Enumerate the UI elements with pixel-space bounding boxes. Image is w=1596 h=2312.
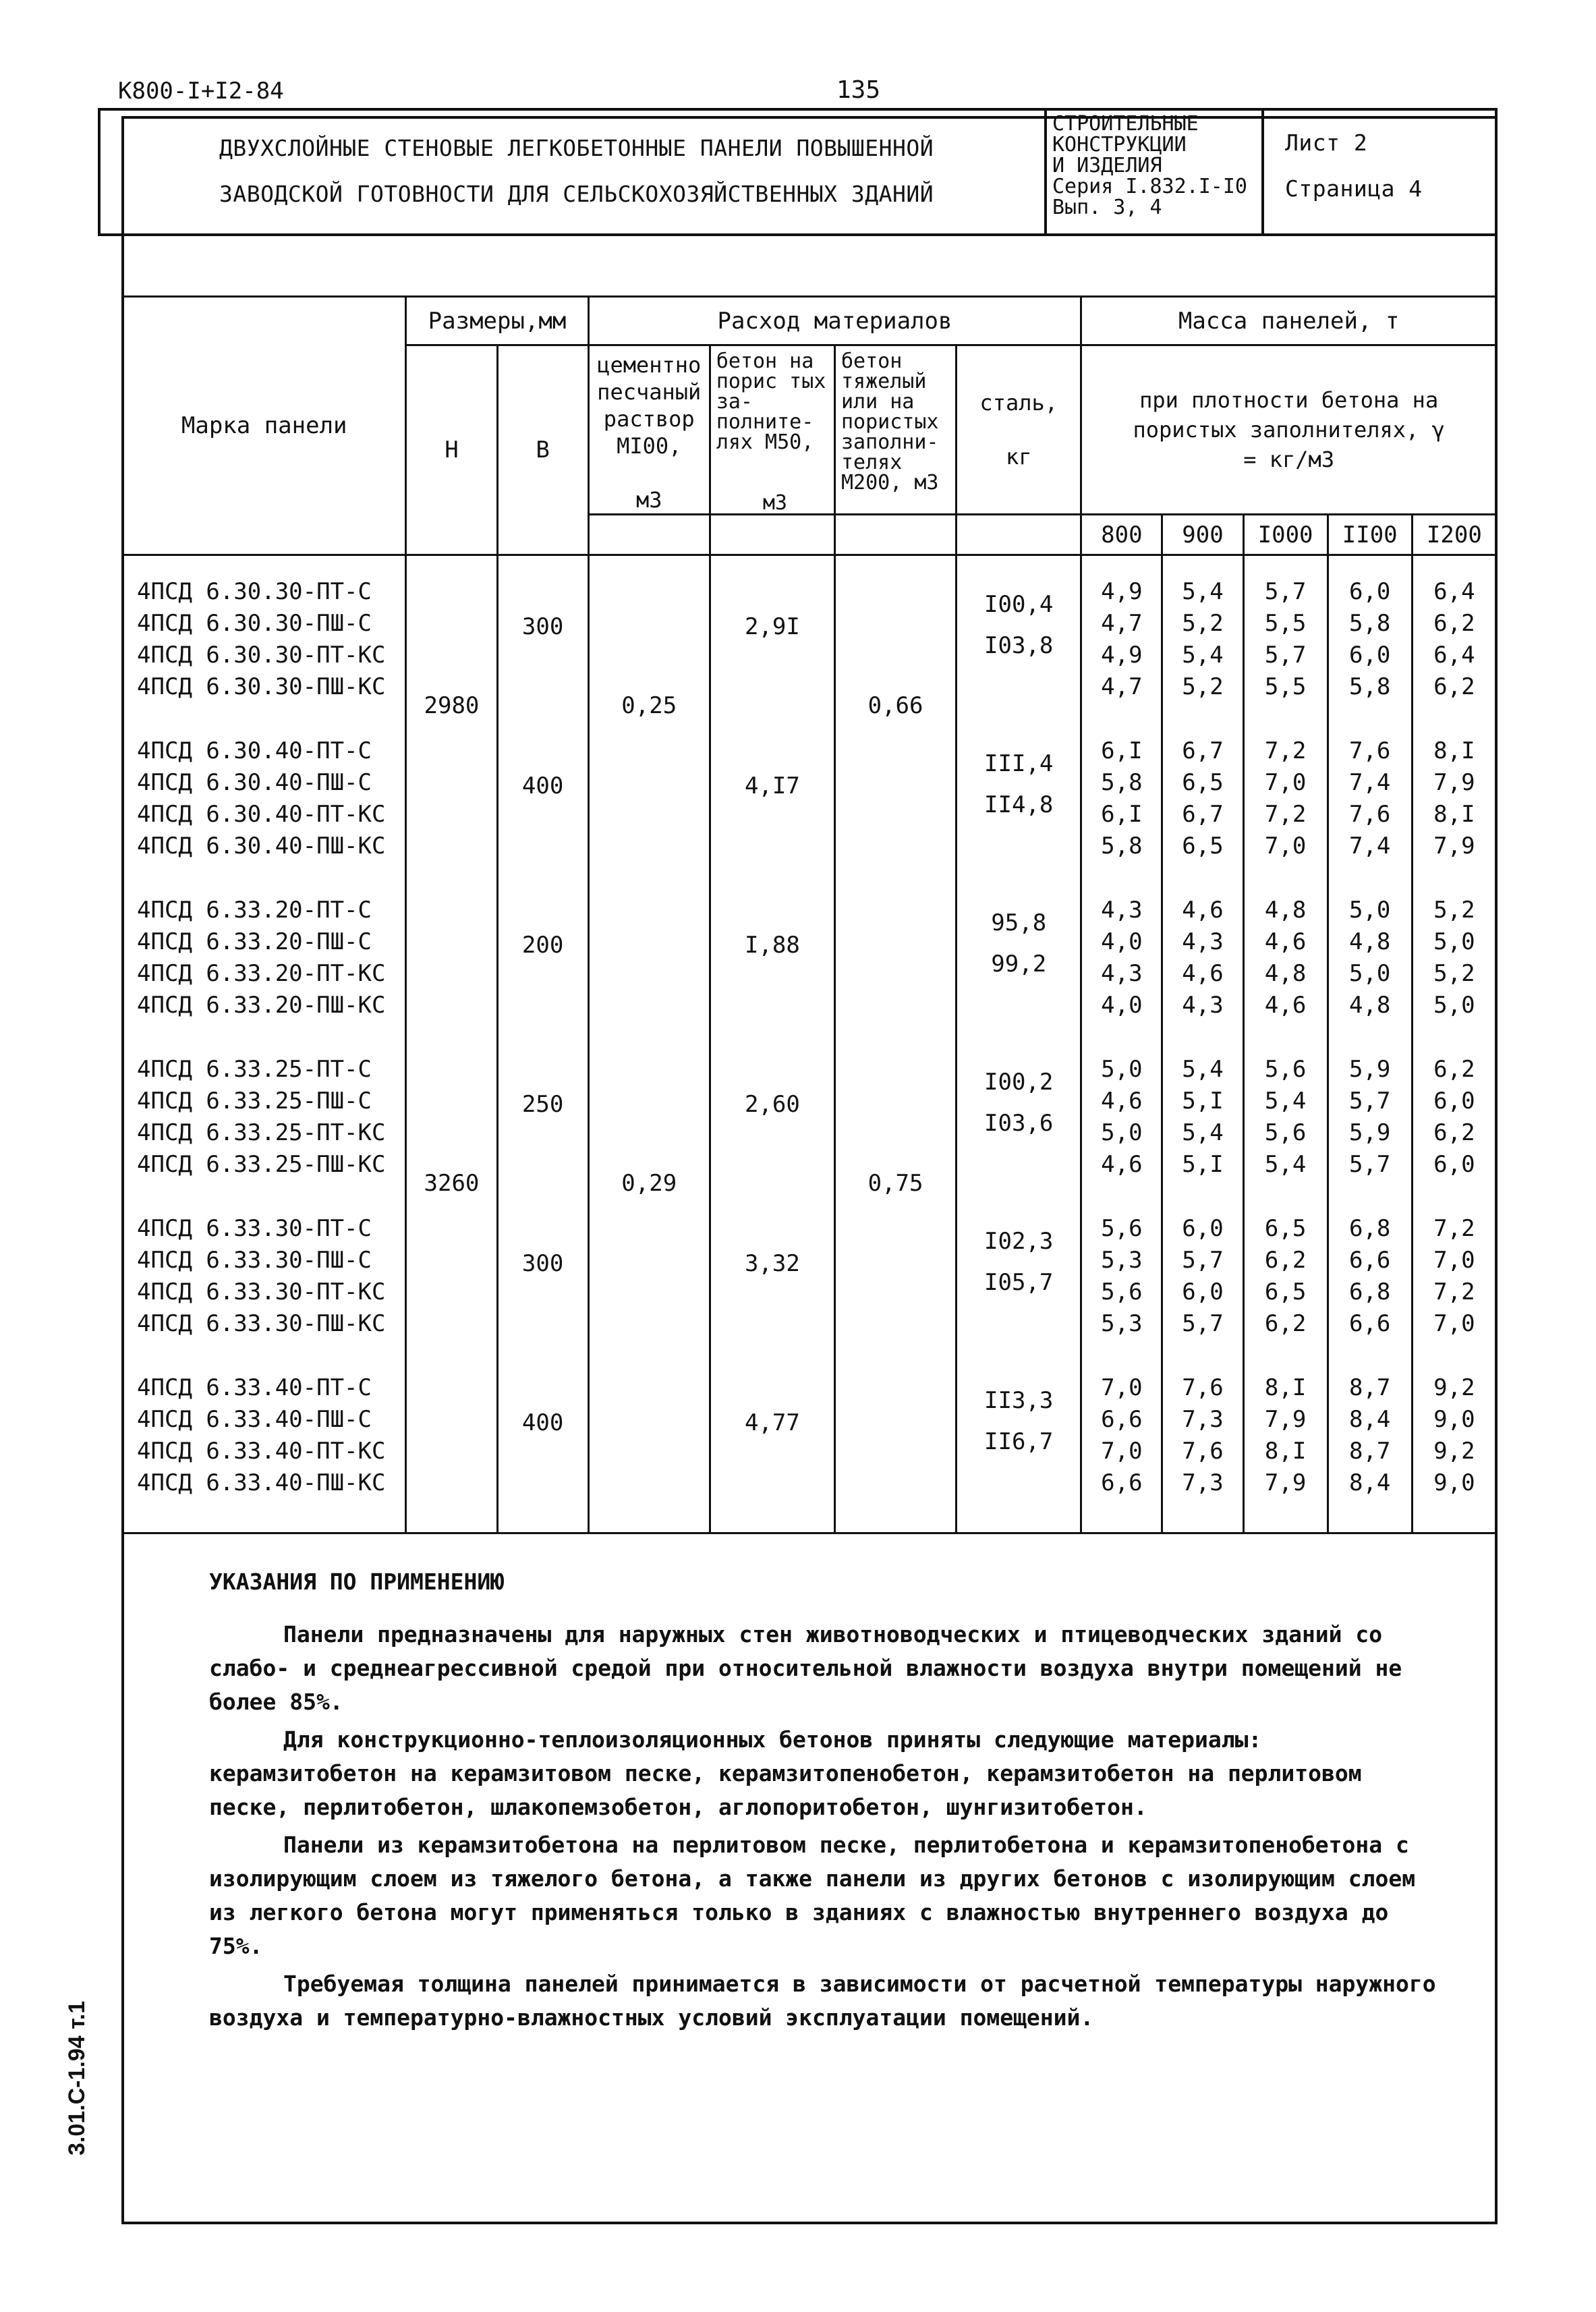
row-gap (1163, 862, 1242, 895)
porous-value: 3,32 (744, 1249, 800, 1277)
col-h-header: Н (406, 345, 497, 555)
table-body (123, 555, 1497, 1533)
mass-value: 5,0 (1101, 1056, 1143, 1083)
b-value: 300 (521, 613, 564, 640)
panel-mark: 4ПСД 6.33.40-ПШ-КС (137, 1469, 386, 1496)
notes-paragraph-2: Для конструкционно-теплоизоляционных бетонов приняты следующие материалы: керамзитобетон на керамзитовом песке, керамзитопенобетон, керамзитобетон на перлитовом песке, перлитобетон, шлакопемзобетон, аглопоритобетон, шунгизитобетон. (209, 1726, 1362, 1820)
mass-value: 8,I (1264, 1438, 1307, 1465)
mass-value: 7,9 (1433, 833, 1475, 859)
mass-value: 8,7 (1348, 1374, 1391, 1401)
h-values (406, 555, 497, 1533)
mass-value: 5,3 (1101, 1247, 1143, 1274)
porous-value: I,88 (744, 931, 800, 959)
mass-value: 6,2 (1433, 1056, 1475, 1083)
panel-mark: 4ПСД 6.30.30-ПШ-С (137, 610, 372, 637)
stamp-line-1: СТРОИТЕЛЬНЫЕ (1052, 112, 1199, 136)
mass-value: 4,9 (1101, 578, 1143, 605)
row-gap (1082, 1181, 1161, 1213)
mass-value: 8,4 (1348, 1406, 1391, 1433)
mass-value: 5,0 (1101, 1119, 1143, 1146)
cement-value: 0,25 (621, 692, 677, 719)
density-800: 800 (1081, 515, 1162, 555)
mass-value: 7,6 (1348, 737, 1391, 764)
mass-value: 4,0 (1101, 992, 1143, 1019)
mass-value: 5,9 (1348, 1119, 1391, 1146)
notes-paragraph-3: Панели из керамзитобетона на перлитовом песке, перлитобетона и керамзитопенобетона с изолирующим слоем из тяжелого бетона, а также панели из других бетонов с изолирующим слоем из легкого бетона могут применяться только в зданиях с влажностью внутреннего воздуха до 75%. (209, 1832, 1416, 1959)
mass-value: 7,9 (1264, 1406, 1307, 1433)
panel-mark: 4ПСД 6.33.40-ПШ-С (137, 1406, 372, 1433)
mass-1000 (1243, 555, 1328, 1533)
porous-values (710, 555, 834, 1533)
mass-value: 5,6 (1264, 1056, 1307, 1083)
cement-value: 0,29 (621, 1169, 677, 1197)
row-gap (1082, 703, 1161, 735)
density-1100: II00 (1328, 515, 1412, 555)
h-value: 3260 (424, 1169, 480, 1197)
row-gap (1082, 1340, 1161, 1372)
mass-value: 7,3 (1182, 1406, 1224, 1433)
col-materials-header: Расход материалов (588, 297, 1081, 345)
panel-mark: 4ПСД 6.33.25-ПТ-С (137, 1056, 372, 1083)
mass-value: 5,7 (1182, 1247, 1224, 1274)
mass-value: 4,3 (1101, 960, 1143, 987)
mass-value: 5,8 (1348, 673, 1391, 700)
stamp-issue: Вып. 3, 4 (1052, 196, 1162, 219)
mass-value: 5,8 (1101, 769, 1143, 796)
mass-value: 5,7 (1182, 1310, 1224, 1337)
steel-value: I03,8 (984, 631, 1054, 659)
col-sizes-header: Размеры,мм (406, 297, 588, 345)
mass-value: 4,3 (1182, 928, 1224, 955)
steel-value: I03,6 (984, 1109, 1054, 1137)
row-gap (1329, 862, 1411, 895)
mass-value: 5,8 (1348, 610, 1391, 637)
mass-value: 7,6 (1182, 1374, 1224, 1401)
panel-mark: 4ПСД 6.33.30-ПШ-КС (137, 1310, 386, 1337)
mass-value: 5,6 (1264, 1119, 1307, 1146)
notes-paragraph-1: Панели предназначены для наружных стен животноводческих и птицеводческих зданий со слабо- и среднеагрессивной средой при относительной влажности воздуха внутри помещений не более 85%. (209, 1621, 1402, 1715)
mass-value: 7,0 (1264, 833, 1307, 859)
heavy-unit: м3 (914, 471, 939, 495)
col-cement-header: цементно песчаный раствор МI00, м3 (588, 345, 710, 515)
mass-value: 5,0 (1348, 897, 1391, 924)
row-gap (1413, 1021, 1495, 1054)
panel-mark: 4ПСД 6.33.25-ПТ-КС (137, 1119, 386, 1146)
heavy-value: 0,66 (867, 692, 923, 719)
panel-mark: 4ПСД 6.33.40-ПТ-КС (137, 1438, 386, 1465)
row-gap (1245, 703, 1327, 735)
col-mass-header: Масса панелей, т (1081, 297, 1497, 345)
row-gap (1413, 703, 1495, 735)
mass-value: 6,5 (1182, 769, 1224, 796)
panel-mark: 4ПСД 6.33.30-ПШ-С (137, 1247, 372, 1274)
mass-value: 4,8 (1264, 960, 1307, 987)
mass-value: 6,0 (1348, 578, 1391, 605)
porous-value: 2,60 (744, 1090, 800, 1118)
mass-value: 5,7 (1348, 1088, 1391, 1115)
mass-value: 9,0 (1433, 1469, 1475, 1496)
panel-mark: 4ПСД 6.30.30-ПТ-С (137, 578, 372, 605)
row-gap (1329, 1021, 1411, 1054)
mass-value: 5,3 (1101, 1310, 1143, 1337)
mass-value: 5,5 (1264, 673, 1307, 700)
mass-value: 7,2 (1433, 1278, 1475, 1305)
mass-value: 5,4 (1182, 578, 1224, 605)
mass-value: 8,I (1264, 1374, 1307, 1401)
panel-mark: 4ПСД 6.30.40-ПТ-КС (137, 801, 386, 828)
mass-value: 6,2 (1433, 1119, 1475, 1146)
mass-value: 9,2 (1433, 1438, 1475, 1465)
mass-value: 6,6 (1101, 1469, 1143, 1496)
mass-value: 7,9 (1433, 769, 1475, 796)
mass-value: 7,2 (1433, 1215, 1475, 1242)
title-divider-2 (1261, 108, 1264, 236)
mass-value: 8,I (1433, 801, 1475, 828)
mass-value: 5,0 (1433, 992, 1475, 1019)
row-gap (137, 1021, 405, 1054)
title-divider-1 (1044, 108, 1047, 236)
row-gap (1163, 1021, 1242, 1054)
mass-value: 4,3 (1101, 897, 1143, 924)
title-line-1: ДВУХСЛОЙНЫЕ СТЕНОВЫЕ ЛЕГКОБЕТОННЫЕ ПАНЕЛИ ПОВЫШЕННОЙ (219, 135, 934, 161)
mass-value: 6,8 (1348, 1215, 1391, 1242)
mass-value: 7,4 (1348, 769, 1391, 796)
porous-unit: м3 (762, 491, 787, 515)
mass-value: 5,2 (1182, 610, 1224, 637)
steel-value: I00,2 (984, 1068, 1054, 1096)
porous-value: 4,I7 (744, 772, 800, 799)
mass-value: 4,3 (1182, 992, 1224, 1019)
steel-value: II4,8 (984, 791, 1054, 818)
mass-value: 6,I (1101, 801, 1143, 828)
row-gap (1082, 862, 1161, 895)
mass-value: 7,6 (1182, 1438, 1224, 1465)
steel-value: II6,7 (984, 1428, 1054, 1455)
mass-value: 5,6 (1101, 1215, 1143, 1242)
porous-value: 4,77 (744, 1409, 800, 1436)
mass-value: 7,3 (1182, 1469, 1224, 1496)
heavy-value: 0,75 (867, 1169, 923, 1197)
notes-heading: УКАЗАНИЯ ПО ПРИМЕНЕНИЮ (209, 1569, 505, 1595)
mass-value: 6,4 (1433, 578, 1475, 605)
mass-value: 6,6 (1348, 1310, 1391, 1337)
mass-value: 4,9 (1101, 642, 1143, 669)
cement-values (588, 555, 710, 1533)
mass-value: 6,8 (1348, 1278, 1391, 1305)
mass-value: 9,2 (1433, 1374, 1475, 1401)
h-value: 2980 (424, 692, 480, 719)
heavy-values (834, 555, 956, 1533)
mass-value: 5,0 (1433, 928, 1475, 955)
row-gap (1329, 1181, 1411, 1213)
mass-value: 6,I (1101, 737, 1143, 764)
title-line-2: ЗАВОДСКОЙ ГОТОВНОСТИ ДЛЯ СЕЛЬСКОХОЗЯЙСТВЕННЫХ ЗДАНИЙ (219, 181, 934, 207)
mass-value: 6,6 (1348, 1247, 1391, 1274)
row-gap (1245, 1021, 1327, 1054)
mass-800 (1081, 555, 1162, 1533)
mass-value: 5,0 (1348, 960, 1391, 987)
steel-value: 95,8 (991, 909, 1047, 936)
mass-value: 6,5 (1182, 833, 1224, 859)
mass-value: 5,4 (1182, 1056, 1224, 1083)
mass-value: 5,I (1182, 1088, 1224, 1115)
mass-value: 6,4 (1433, 642, 1475, 669)
mass-value: 6,7 (1182, 737, 1224, 764)
stamp-line-3: И ИЗДЕЛИЯ (1052, 154, 1162, 177)
sheet-label: Лист 2 (1285, 130, 1368, 156)
row-gap (1245, 862, 1327, 895)
b-value: 250 (521, 1090, 564, 1118)
row-gap (1163, 1181, 1242, 1213)
row-gap (137, 703, 405, 735)
mass-value: 4,7 (1101, 673, 1143, 700)
mass-value: 5,2 (1433, 897, 1475, 924)
mass-value: 4,6 (1182, 960, 1224, 987)
panel-marks (123, 555, 406, 1533)
steel-unit: кг (1005, 444, 1032, 470)
mass-value: 8,7 (1348, 1438, 1391, 1465)
panel-mark: 4ПСД 6.33.20-ПШ-С (137, 928, 372, 955)
steel-values (957, 555, 1081, 1533)
mass-value: 5,4 (1264, 1151, 1307, 1178)
mass-value: 8,I (1433, 737, 1475, 764)
mass-value: 6,2 (1433, 610, 1475, 637)
mass-value: 5,2 (1182, 673, 1224, 700)
steel-value: I00,4 (984, 590, 1054, 618)
mass-value: 5,9 (1348, 1056, 1391, 1083)
row-gap (1245, 1181, 1327, 1213)
page-label: Страница 4 (1285, 175, 1423, 202)
col-steel-header: сталь, кг (957, 345, 1081, 515)
mass-value: 5,7 (1264, 578, 1307, 605)
mass-value: 6,6 (1101, 1406, 1143, 1433)
steel-value: I05,7 (984, 1268, 1054, 1296)
mass-value: 6,0 (1433, 1088, 1475, 1115)
mass-1100 (1328, 555, 1412, 1533)
density-header: при плотности бетона на пористых заполнителях, γ = кг/м3 (1081, 345, 1497, 515)
mass-value: 6,0 (1182, 1215, 1224, 1242)
panel-mark: 4ПСД 6.33.25-ПШ-КС (137, 1151, 386, 1178)
mass-value: 5,6 (1101, 1278, 1143, 1305)
stamp-line-2: КОНСТРУКЦИИ (1052, 133, 1187, 157)
mass-value: 5,4 (1182, 642, 1224, 669)
mass-value: 6,5 (1264, 1215, 1307, 1242)
cement-unit: м3 (635, 487, 662, 513)
density-900: 900 (1162, 515, 1243, 555)
mass-value: 5,2 (1433, 960, 1475, 987)
mass-value: 6,7 (1182, 801, 1224, 828)
side-stamp-code: 3.01.С-1.94 т.1 (64, 2000, 90, 2155)
mass-value: 6,2 (1433, 673, 1475, 700)
mass-value: 9,0 (1433, 1406, 1475, 1433)
mass-value: 6,5 (1264, 1278, 1307, 1305)
mass-value: 4,8 (1348, 928, 1391, 955)
series-stamp (1052, 113, 1247, 218)
b-value: 300 (521, 1249, 564, 1277)
mass-value: 5,4 (1182, 1119, 1224, 1146)
mass-value: 5,5 (1264, 610, 1307, 637)
mass-value: 7,2 (1264, 737, 1307, 764)
mass-value: 6,0 (1182, 1278, 1224, 1305)
row-gap (1163, 703, 1242, 735)
title-block (98, 108, 1498, 236)
panel-mark: 4ПСД 6.30.30-ПШ-КС (137, 673, 386, 700)
mass-value: 5,I (1182, 1151, 1224, 1178)
mass-value: 7,2 (1264, 801, 1307, 828)
mass-900 (1162, 555, 1243, 1533)
mass-value: 7,0 (1101, 1438, 1143, 1465)
mass-value: 4,6 (1101, 1088, 1143, 1115)
panel-mark: 4ПСД 6.30.40-ПШ-КС (137, 833, 386, 859)
mass-value: 5,7 (1264, 642, 1307, 669)
porous-value: 2,9I (744, 613, 800, 640)
mass-1200 (1412, 555, 1496, 1533)
mass-value: 7,0 (1264, 769, 1307, 796)
panel-table (121, 295, 1498, 1534)
mass-value: 5,4 (1264, 1088, 1307, 1115)
mass-value: 6,2 (1264, 1310, 1307, 1337)
row-gap (1163, 1340, 1242, 1372)
row-gap (1329, 703, 1411, 735)
mass-value: 6,0 (1348, 642, 1391, 669)
row-gap (1082, 1021, 1161, 1054)
mass-value: 7,0 (1433, 1310, 1475, 1337)
mass-value: 5,7 (1348, 1151, 1391, 1178)
density-1000: I000 (1243, 515, 1328, 555)
mass-value: 5,8 (1101, 833, 1143, 859)
mass-value: 7,0 (1433, 1247, 1475, 1274)
col-b-header: В (497, 345, 588, 555)
mass-value: 6,2 (1264, 1247, 1307, 1274)
page-number: 135 (836, 76, 881, 104)
panel-mark: 4ПСД 6.30.30-ПТ-КС (137, 642, 386, 669)
panel-mark: 4ПСД 6.33.25-ПШ-С (137, 1088, 372, 1115)
panel-mark: 4ПСД 6.30.40-ПШ-С (137, 769, 372, 796)
row-gap (137, 862, 405, 895)
row-gap (137, 1181, 405, 1213)
mass-value: 4,6 (1101, 1151, 1143, 1178)
col-heavy-header: бетон тяжелый или на пористых заполни- телях М200, м3 (834, 345, 956, 515)
mass-value: 4,7 (1101, 610, 1143, 637)
usage-notes (209, 1565, 1450, 2039)
mass-value: 7,6 (1348, 801, 1391, 828)
panel-mark: 4ПСД 6.33.30-ПТ-КС (137, 1278, 386, 1305)
panel-mark: 4ПСД 6.33.30-ПТ-С (137, 1215, 372, 1242)
mass-value: 8,4 (1348, 1469, 1391, 1496)
row-gap (1329, 1340, 1411, 1372)
row-gap (1413, 1181, 1495, 1213)
b-values (497, 555, 588, 1533)
panel-mark: 4ПСД 6.33.20-ПТ-КС (137, 960, 386, 987)
row-gap (1245, 1340, 1327, 1372)
panel-mark: 4ПСД 6.33.20-ПТ-С (137, 897, 372, 924)
panel-mark: 4ПСД 6.33.20-ПШ-КС (137, 992, 386, 1019)
panel-mark: 4ПСД 6.30.40-ПТ-С (137, 737, 372, 764)
mass-value: 7,4 (1348, 833, 1391, 859)
col-mark-header: Марка панели (123, 297, 406, 555)
mass-value: 4,6 (1264, 928, 1307, 955)
col-porous-header: бетон на порис тых за- полните- лях М50, м3 (710, 345, 834, 515)
notes-paragraph-4: Требуемая толщина панелей принимается в зависимости от расчетной температуры наружного воздуха и температурно-влажностных условий эксплуатации помещений. (209, 1971, 1436, 2031)
b-value: 200 (521, 931, 564, 959)
mass-value: 4,6 (1182, 897, 1224, 924)
mass-value: 4,8 (1264, 897, 1307, 924)
row-gap (1413, 1340, 1495, 1372)
panel-mark: 4ПСД 6.33.40-ПТ-С (137, 1374, 372, 1401)
row-gap (137, 1340, 405, 1372)
b-value: 400 (521, 1409, 564, 1436)
steel-value: II3,3 (984, 1386, 1054, 1414)
density-1200: I200 (1412, 515, 1496, 555)
steel-value: I02,3 (984, 1227, 1054, 1255)
mass-value: 6,0 (1433, 1151, 1475, 1178)
steel-value: 99,2 (991, 950, 1047, 978)
row-gap (1413, 862, 1495, 895)
mass-value: 7,9 (1264, 1469, 1307, 1496)
mass-value: 4,0 (1101, 928, 1143, 955)
mass-value: 4,6 (1264, 992, 1307, 1019)
steel-value: III,4 (984, 750, 1054, 777)
mass-value: 4,8 (1348, 992, 1391, 1019)
document-code: К800-I+I2-84 (118, 78, 284, 105)
mass-value: 7,0 (1101, 1374, 1143, 1401)
b-value: 400 (521, 772, 564, 799)
stamp-series: Серия I.832.I-I0 (1052, 175, 1247, 198)
